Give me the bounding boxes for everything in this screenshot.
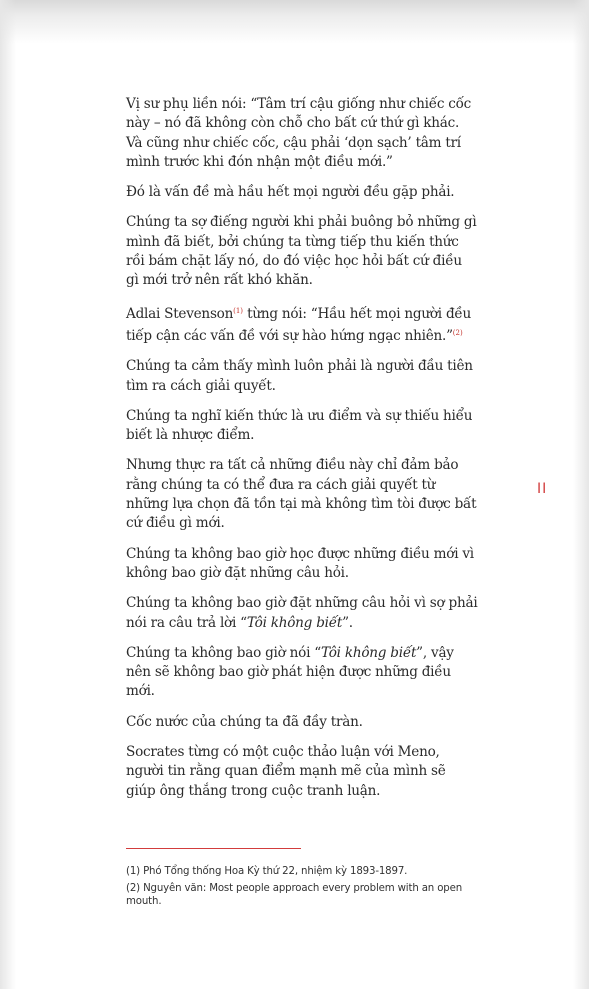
paragraph-10: [126, 644, 478, 702]
page-side-marker: II: [537, 481, 548, 497]
page-body: [126, 95, 478, 812]
paragraph-8: Chúng ta không bao giờ học được những điều mới vì không bao giờ đặt những câu hỏi.: [126, 545, 474, 581]
page-left-shadow: [0, 0, 16, 989]
footnote-2: (2) Nguyên văn: Most people approach every problem with an open mouth.: [126, 882, 463, 908]
paragraph-12: Socrates từng có một cuộc thảo luận với Meno, người tin rằng quan điểm mạnh mẽ của mình sẽ giúp ông thắng trong cuộc tranh luận.: [126, 744, 446, 799]
paragraph-2: Đó là vấn đề mà hầu hết mọi người đều gặp phải.: [126, 184, 455, 201]
paragraph-3: Chúng ta sợ điếng người khi phải buông bỏ những gì mình đã biết, bởi chúng ta từng tiếp thu kiến thức rồi bám chặt lấy nó, do đó việc học hỏi bất cứ điều gì mới trở nên rất khó khăn.: [126, 214, 477, 289]
footnote-1: (1) Phó Tổng thống Hoa Kỳ thứ 22, nhiệm kỳ 1893-1897.: [126, 866, 408, 877]
page-right-shadow: [573, 0, 589, 989]
footnote-ref-1[interactable]: (1): [233, 306, 244, 315]
paragraph-6: Chúng ta nghĩ kiến thức là ưu điểm và sự thiếu hiểu biết là nhược điểm.: [126, 407, 473, 444]
paragraph-5: Chúng ta cảm thấy mình luôn phải là người đầu tiên tìm ra cách giải quyết.: [126, 358, 473, 394]
paragraph-1: Vị sư phụ liền nói: “Tâm trí cậu giống như chiếc cốc này – nó đã không còn chỗ cho bất cứ thứ gì khác. Và cũng như chiếc cốc, cậu phải ‘dọn sạch’ tâm trí mình trước khi đón nhận một điều mới.”: [126, 96, 472, 170]
paragraph-10-end: ”, vậy nên sẽ không bao giờ phát hiện được những điều mới.: [126, 644, 454, 700]
footnote-ref-2[interactable]: (2): [452, 328, 463, 337]
paragraph-9: [126, 594, 478, 633]
paragraph-4: [126, 302, 478, 347]
paragraph-9-end: ”.: [342, 614, 353, 631]
paragraph-9-start: Chúng ta không bao giờ đặt những câu hỏi vì sợ phải nói ra câu trả lời “: [126, 595, 478, 631]
page-top-shadow: [0, 0, 589, 44]
paragraph-7: Nhưng thực ra tất cả những điều này chỉ đảm bảo rằng chúng ta có thể đưa ra cách giải quyết từ những lựa chọn đã tồn tại mà không tìm tòi được bất cứ điều gì mới.: [126, 457, 477, 532]
paragraph-10-start: Chúng ta không bao giờ nói “: [126, 644, 321, 661]
paragraph-11: Cốc nước của chúng ta đã đầy tràn.: [126, 713, 363, 730]
paragraph-10-italic: Tôi không biết: [320, 644, 417, 661]
paragraph-4-start: Adlai Stevenson: [126, 305, 234, 322]
paragraph-4-end: từng nói: “Hầu hết mọi người đều tiếp cận các vấn đề với sự hào hứng ngạc nhiên.”: [126, 305, 472, 344]
paragraph-9-italic: Tôi không biết: [246, 614, 343, 631]
footnotes: [126, 865, 482, 912]
footnote-divider: [126, 848, 301, 849]
